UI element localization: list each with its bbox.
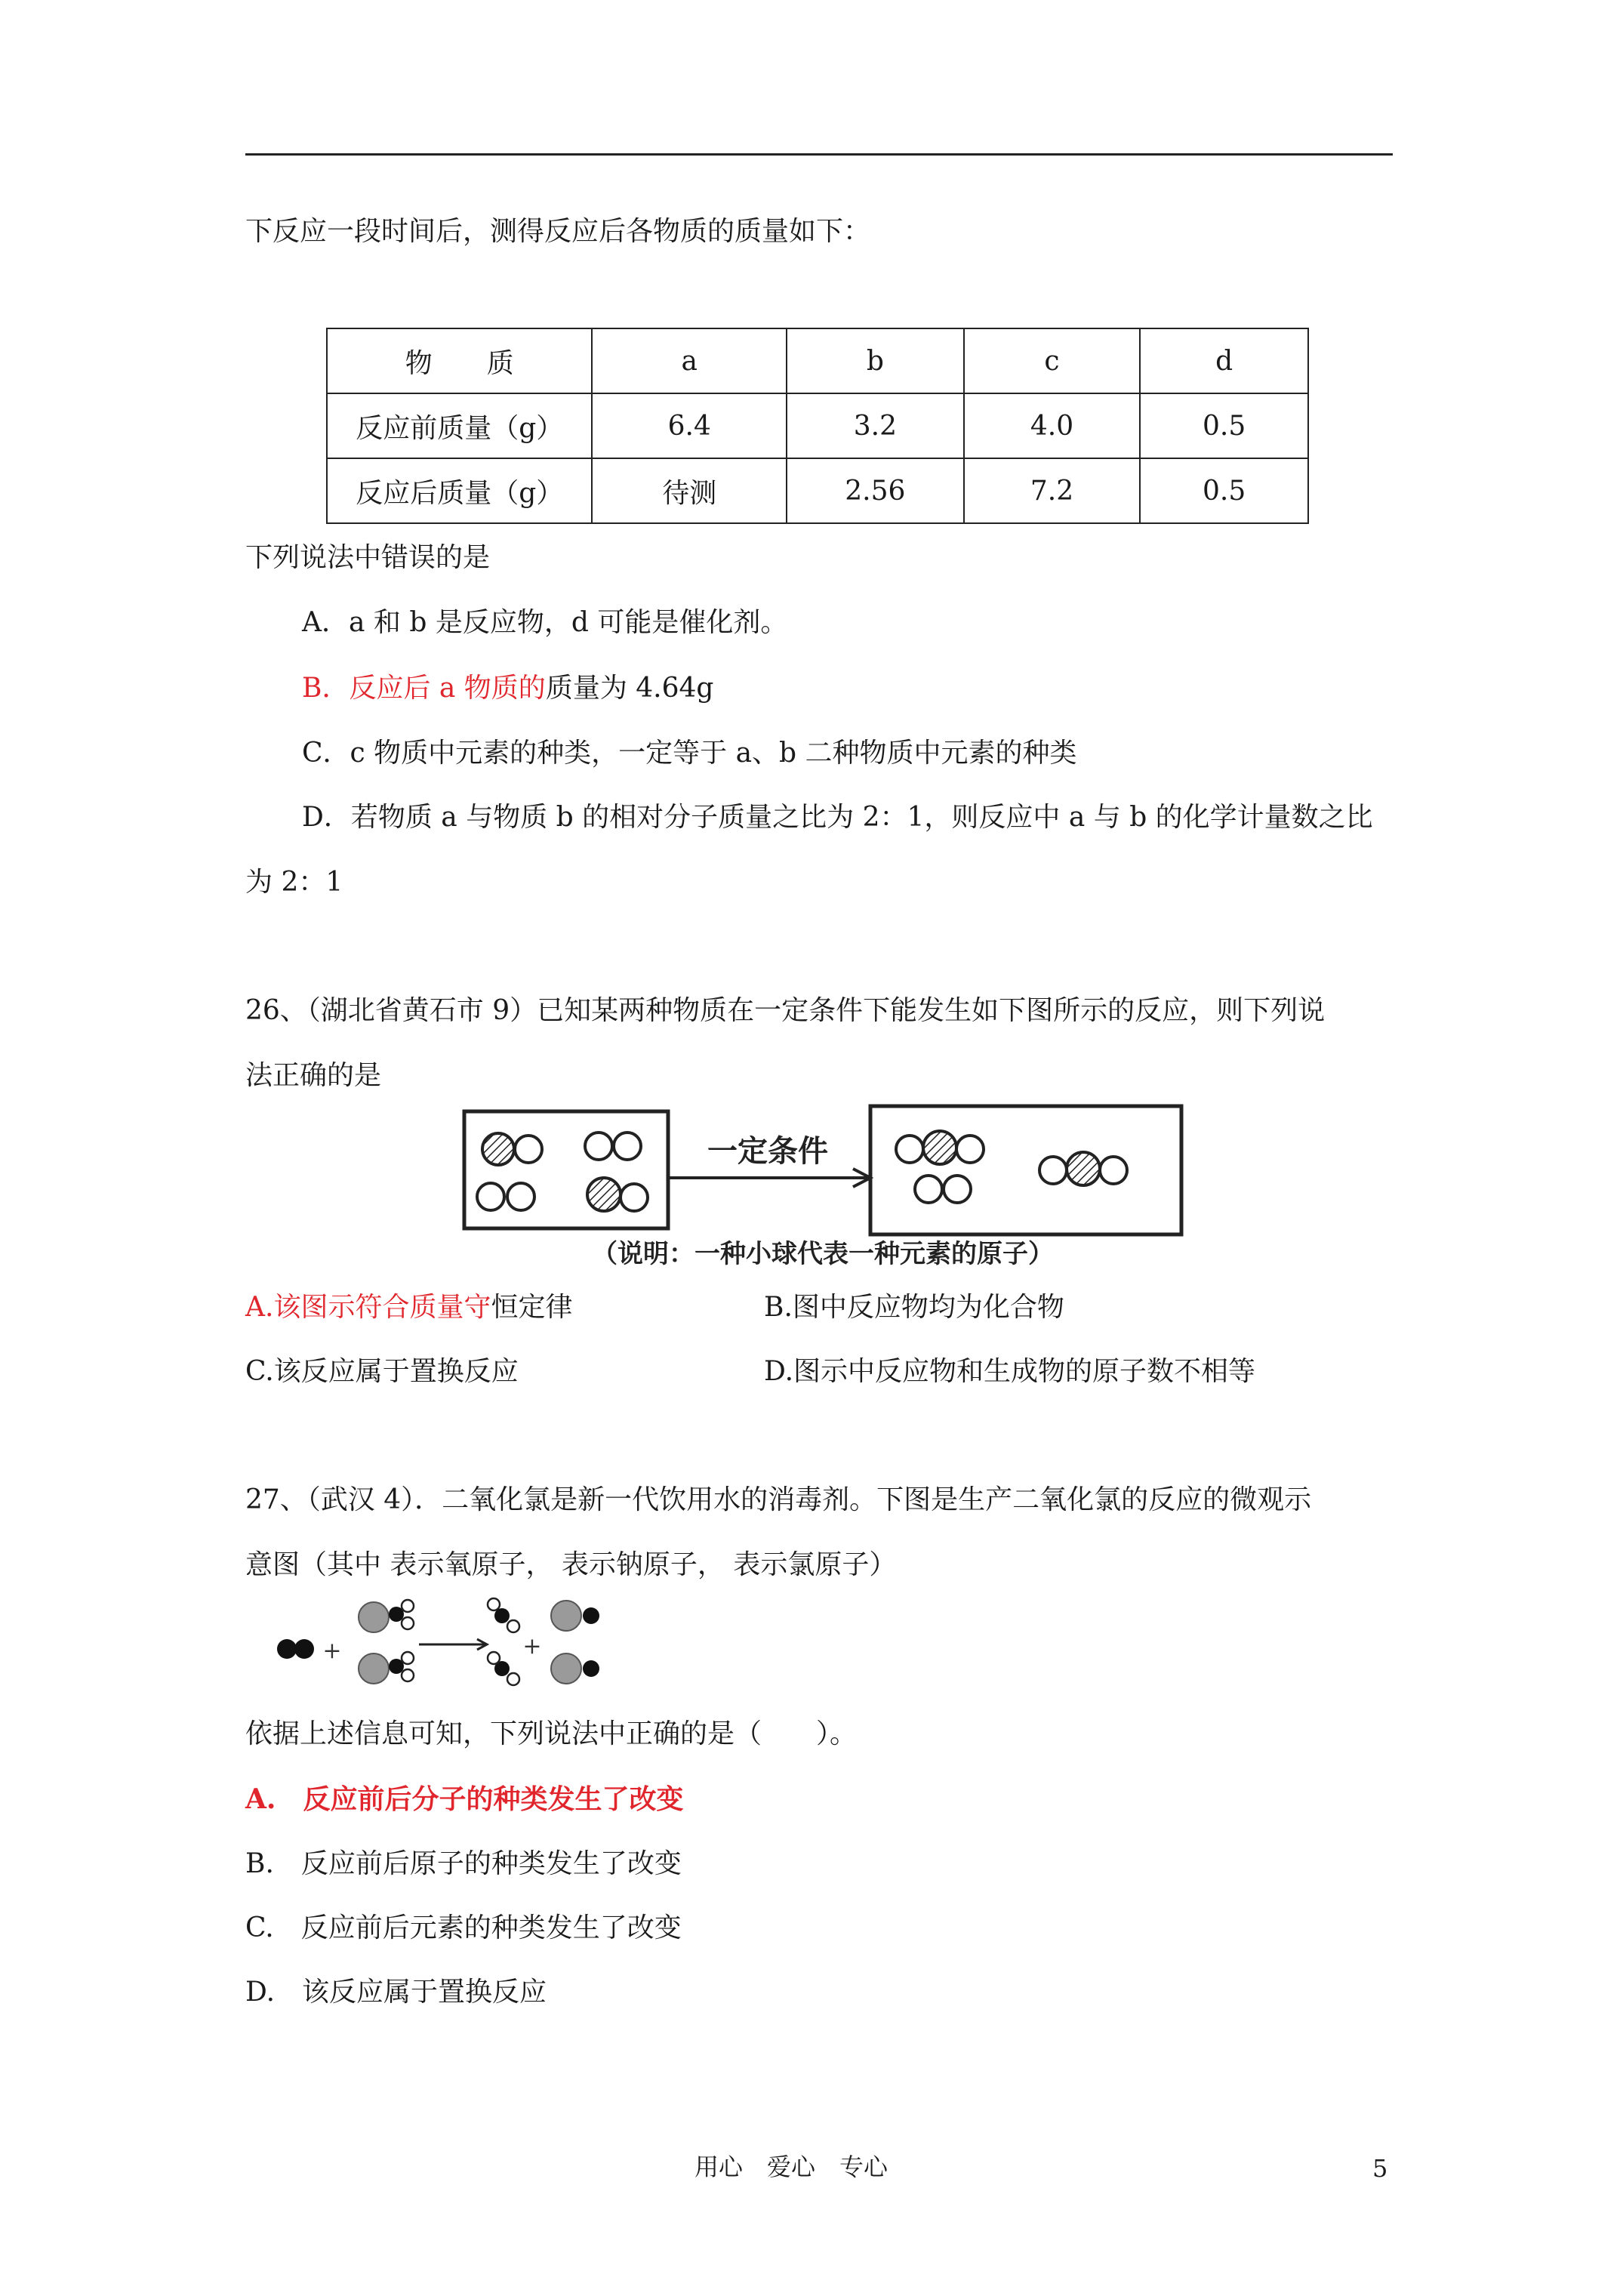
product-molecule-clo2 — [488, 1652, 519, 1685]
product-molecule-clo2 — [488, 1598, 519, 1632]
q27-reaction-figure — [272, 1593, 627, 1691]
header-rule — [245, 153, 1393, 156]
table-cell: 0.5 — [1140, 393, 1308, 458]
q26-option-b: B.图中反应物均为化合物 — [764, 1292, 1064, 1323]
q27-option-b: B. 反应前后原子的种类发生了改变 — [245, 1848, 682, 1879]
reactant-molecule-ab — [587, 1178, 648, 1211]
table-header-cell: d — [1140, 328, 1308, 393]
q26-reaction-figure — [457, 1102, 1189, 1268]
q25-option-b-rest: 质量为 4.64g — [545, 673, 714, 704]
reactant-molecule-b2 — [585, 1133, 641, 1160]
table-row — [327, 393, 1308, 458]
table-header-row — [327, 328, 1308, 393]
q27-option-c: C. 反应前后元素的种类发生了改变 — [245, 1912, 682, 1943]
reactant-box — [464, 1111, 668, 1228]
mass-table — [326, 328, 1309, 524]
table-header-cell: 物 质 — [327, 328, 592, 393]
table-row — [327, 458, 1308, 523]
table-header-cell: b — [787, 328, 964, 393]
reactant-molecule-naclo2 — [359, 1652, 414, 1684]
arrow-condition-label: 一定条件 — [707, 1133, 828, 1169]
product-box — [870, 1106, 1181, 1234]
table-cell: 3.2 — [787, 393, 964, 458]
q26-option-a-rest: 恒定律 — [491, 1292, 573, 1323]
q26-option-a-highlight: A.该图示符合质量守 — [245, 1292, 491, 1323]
product-molecule-bab — [896, 1131, 984, 1164]
q25-stem: 下列说法中错误的是 — [245, 542, 491, 573]
table-cell: 0.5 — [1140, 458, 1308, 523]
product-molecule-nacl — [551, 1601, 599, 1631]
q26-option-a — [245, 1291, 572, 1324]
q26-stem-line1: 26、（湖北省黄石市 9）已知某两种物质在一定条件下能发生如下图所示的反应，则下列说 — [245, 995, 1326, 1026]
q25-option-b-highlight: B．反应后 a 物质的 — [302, 673, 546, 704]
table-header-cell: c — [964, 328, 1141, 393]
figure-caption: （说明：一种小球代表一种元素的原子） — [592, 1239, 1054, 1268]
reactant-molecule-ab — [482, 1133, 542, 1165]
q27-option-d: D. 该反应属于置换反应 — [245, 1977, 547, 2008]
product-molecule-bab — [1039, 1152, 1127, 1185]
q26-option-d: D.图示中反应物和生成物的原子数不相等 — [764, 1356, 1256, 1387]
product-molecule-b2 — [915, 1176, 971, 1203]
q27-stem-line3: 依据上述信息可知，下列说法中正确的是（ ）。 — [245, 1718, 858, 1749]
reaction-arrow — [668, 1133, 870, 1187]
table-cell: 6.4 — [592, 393, 787, 458]
product-molecule-nacl — [551, 1653, 599, 1684]
table-cell: 反应后质量（g） — [327, 458, 592, 523]
q27-stem-line2: 意图（其中 表示氧原子， 表示钠原子， 表示氯原子） — [245, 1549, 897, 1580]
q25-option-d-line2: 为 2：1 — [245, 867, 343, 898]
table-cell: 2.56 — [787, 458, 964, 523]
table-header-cell: a — [592, 328, 787, 393]
reactant-molecule-naclo2 — [359, 1600, 414, 1632]
table-cell: 待测 — [592, 458, 787, 523]
q25-option-d-line1: D．若物质 a 与物质 b 的相对分子质量之比为 2：1，则反应中 a 与 b 的化学计量数之比 — [302, 802, 1373, 833]
q25-option-a: A．a 和 b 是反应物，d 可能是催化剂。 — [302, 607, 788, 638]
table-cell: 反应前质量（g） — [327, 393, 592, 458]
q26-stem-line2: 法正确的是 — [245, 1060, 382, 1091]
plus-sign: + — [322, 1638, 342, 1664]
plus-sign: + — [522, 1633, 542, 1660]
q25-option-c: C．c 物质中元素的种类，一定等于 a、b 二种物质中元素的种类 — [302, 738, 1077, 769]
intro-line: 下反应一段时间后，测得反应后各物质的质量如下： — [245, 216, 871, 247]
reaction-arrow — [419, 1639, 487, 1650]
reactant-molecule-b2 — [477, 1183, 534, 1210]
q26-option-c: C.该反应属于置换反应 — [245, 1356, 519, 1387]
table-cell: 7.2 — [964, 458, 1141, 523]
footer-motto: 用心 爱心 专心 — [694, 2153, 888, 2181]
table-cell: 4.0 — [964, 393, 1141, 458]
q27-option-a: A. 反应前后分子的种类发生了改变 — [245, 1783, 684, 1815]
reactant-molecule-cl2 — [277, 1639, 314, 1659]
page-number: 5 — [1372, 2154, 1388, 2183]
q27-stem-line1: 27、（武汉 4）．二氧化氯是新一代饮用水的消毒剂。下图是生产二氧化氯的反应的微观示 — [245, 1484, 1312, 1515]
q25-option-b — [302, 672, 713, 705]
